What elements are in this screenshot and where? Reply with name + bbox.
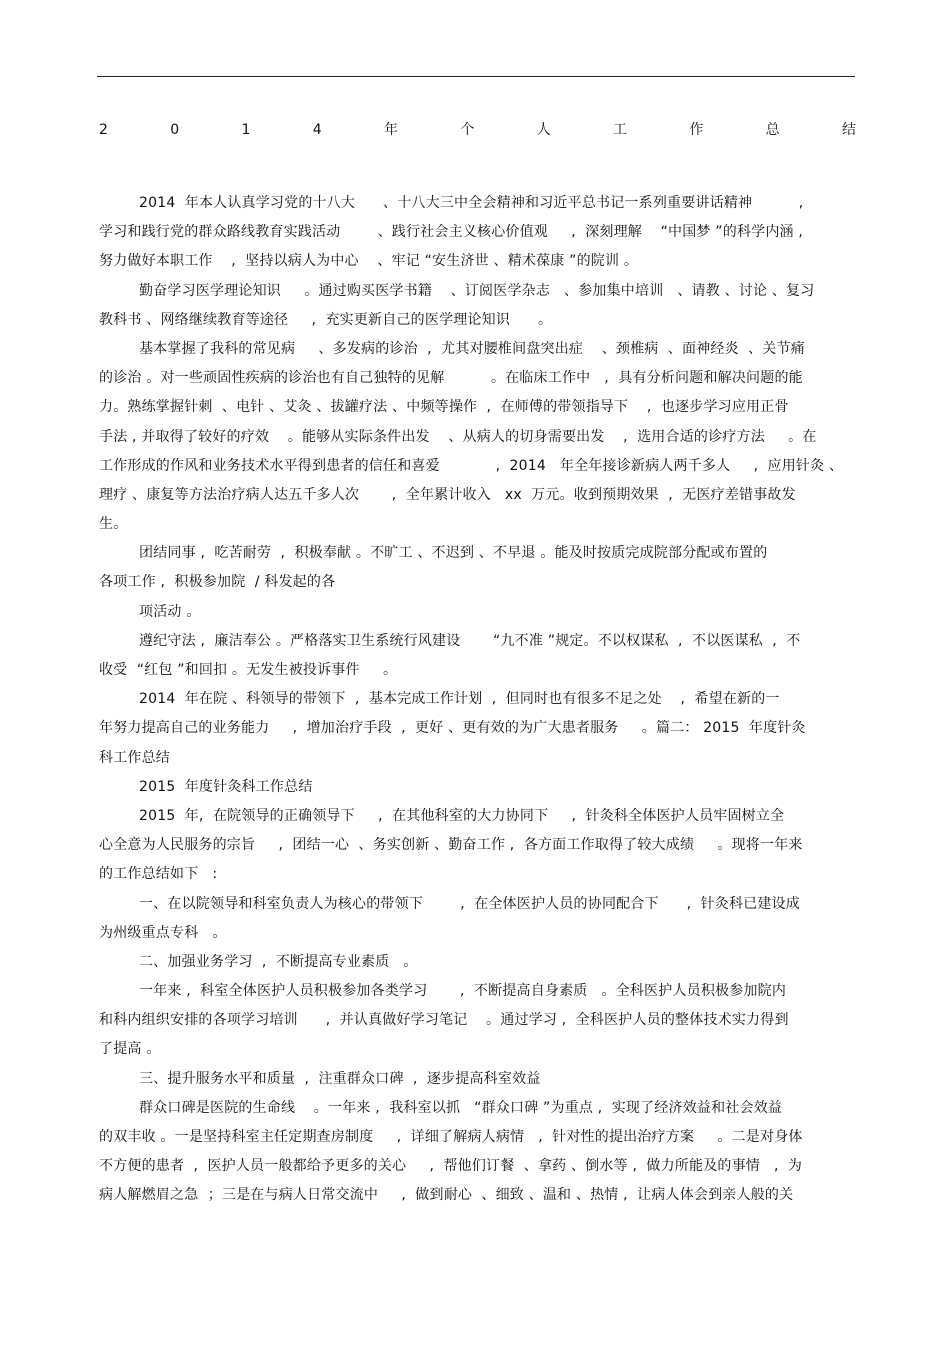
title-char: 总 [765, 122, 780, 138]
text-line: 手法 , 并取得了较好的疗效 。能够从实际条件出发 、从病人的切身需要出发 , 选用合适的诊疗方法 。在 [99, 428, 817, 445]
text-line: 2014 年本人认真学习党的十八大 、十八大三中全会精神和习近平总书记一系列重要讲话精神 , [139, 195, 804, 211]
title-char: 结 [841, 122, 856, 138]
text-line: 的诊治 。对一些顽固性疾病的诊治也有自己独特的见解 。在临床工作中 , 具有分析问题和解决问题的能 [99, 370, 803, 387]
text-line: 生。 [99, 516, 128, 533]
text-line: 遵纪守法 , 廉洁奉公 。严格落实卫生系统行风建设 “九不准 ”规定。不以权谋私 , 不以医谋私 , 不 [139, 632, 801, 649]
text-line: 了提高 。 [99, 1041, 161, 1058]
text-line: 一年来 , 科室全体医护人员积极参加各类学习 , 不断提高自身素质 。全科医护人员积极参加院内 [139, 983, 787, 1000]
text-line: 力。熟练掌握针刺 、电针 、艾灸 、拔罐疗法 、中频等操作 , 在师傅的带领指导下 , 也逐步学习应用正骨 [99, 399, 789, 416]
text-line: 收受 “红包 ”和回扣 。无发生被投诉事件 。 [99, 662, 398, 678]
text-line: 2015 年, 在院领导的正确领导下 , 在其他科室的大力协同下 , 针灸科全体医护人员牢固树立全 [139, 807, 785, 824]
text-line: 学习和践行党的群众路线教育实践活动 、践行社会主义核心价值观 , 深刻理解 “中国梦 ”的科学内涵 , [99, 224, 804, 241]
text-line: 不方便的患者 , 医护人员一般都给予更多的关心 , 帮他们订餐 、拿药 、倒水等 , 做力所能及的事情 , 为 [99, 1158, 803, 1175]
text-line: 二、加强业务学习 , 不断提高专业素质 。 [139, 953, 418, 970]
text-line: 工作形成的作风和业务技术水平得到患者的信任和喜爱 , 2014 年全年接诊新病人两千多人 , 应用针灸 、 [99, 457, 844, 474]
header-rule [97, 76, 855, 77]
document-title [99, 121, 856, 139]
title-char: 4 [312, 122, 322, 138]
text-line: 勤奋学习医学理论知识 。通过购买医学书籍 、订阅医学杂志 、参加集中培训 、请教 、讨论 、复习 [139, 282, 815, 299]
text-line: 病人解燃眉之急 ；三是在与病人日常交流中 , 做到耐心 、细致 、温和 、热情 , 让病人体会到亲人般的关 [99, 1187, 794, 1204]
text-line: 2015 年度针灸科工作总结 [139, 778, 313, 795]
title-char: 年 [384, 122, 398, 138]
title-char: 工 [612, 122, 627, 138]
text-line: 基本掌握了我科的常见病 、多发病的诊治 , 尤其对腰椎间盘突出症 、颈椎病 、面神经炎 、关节痛 [139, 340, 805, 357]
text-line: 心全意为人民服务的宗旨 , 团结一心 、务实创新 、勤奋工作 , 各方面工作取得了较大成绩 。现将一年来 [99, 837, 803, 854]
text-line: 三、提升服务水平和质量 , 注重群众口碑 , 逐步提高科室效益 [139, 1070, 541, 1087]
text-line: 团结同事 , 吃苦耐劳 , 积极奉献 。不旷工 、不迟到 、不早退 。能及时按质完成院部分配或布置的 [139, 545, 768, 562]
title-char: 人 [536, 122, 551, 138]
text-line: 的双丰收 。一是坚持科室主任定期查房制度 , 详细了解病人病情 , 针对性的提出治疗方案 。二是对身体 [99, 1129, 803, 1145]
text-line: 科工作总结 [99, 749, 170, 766]
text-line: 各项工作 , 积极参加院 / 科发起的各 [99, 574, 336, 591]
title-char: 个 [460, 122, 475, 138]
document-body [99, 189, 859, 1211]
text-line: 和科内组织安排的各项学习培训 , 并认真做好学习笔记 。通过学习 , 全科医护人员的整体技术实力得到 [99, 1012, 789, 1029]
title-char: 2 [99, 122, 108, 138]
text-line: 一、在以院领导和科室负责人为核心的带领下 , 在全体医护人员的协同配合下 , 针灸科已建设成 [139, 895, 801, 912]
title-char: 1 [241, 122, 251, 138]
text-line: 群众口碑是医院的生命线 。一年来 , 我科室以抓 “群众口碑 ”为重点 , 实现了经济效益和社会效益 [139, 1099, 783, 1116]
text-line: 教科书 、网络继续教育等途径 , 充实更新自己的医学理论知识 。 [99, 311, 553, 328]
text-line: 为州级重点专科 。 [99, 924, 227, 941]
text-line: 2014 年在院 、科领导的带领下 , 基本完成工作计划 , 但同时也有很多不足之处 , 希望在新的一 [139, 691, 780, 708]
text-line: 的工作总结如下 : [99, 866, 218, 883]
title-char: 作 [689, 122, 704, 138]
text-line: 项活动 。 [139, 603, 201, 620]
text-line: 年努力提高自己的业务能力 , 增加治疗手段 , 更好 、更有效的为广大患者服务 。篇二： 2015 年度针灸 [99, 720, 806, 737]
text-line: 理疗 、康复等方法治疗病人达五千多人次 , 全年累计收入 xx 万元。收到预期效果 , 无医疗差错事故发 [99, 486, 796, 503]
text-line: 努力做好本职工作 , 坚持以病人为中心 、牢记 “安生济世 、精术葆康 ”的院训 。 [99, 253, 639, 270]
title-char: 0 [170, 122, 180, 138]
